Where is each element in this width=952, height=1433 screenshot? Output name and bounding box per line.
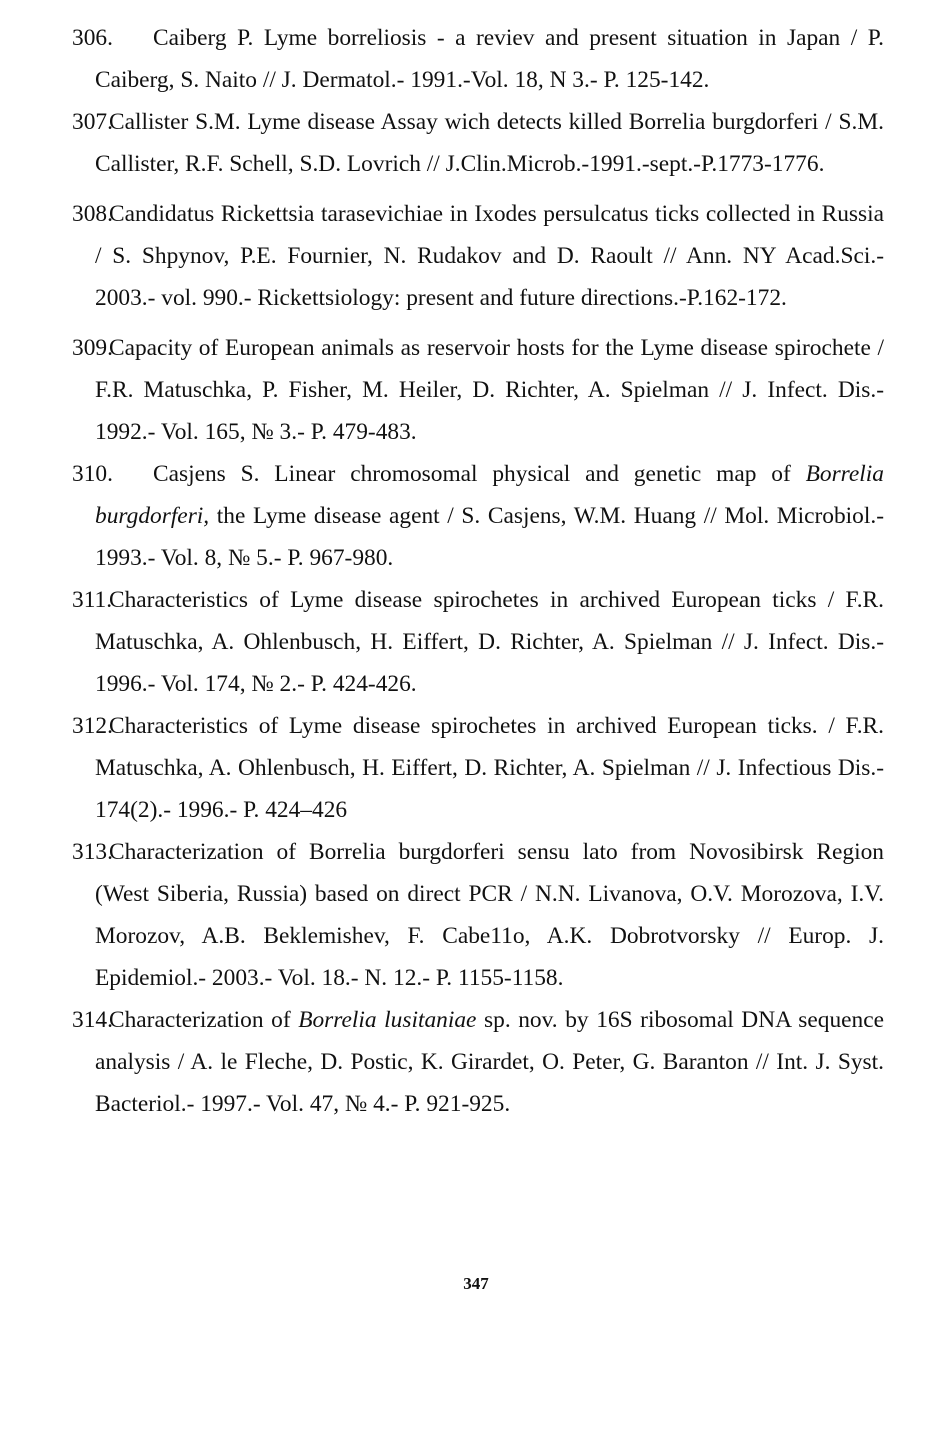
reference-number: 309. [72,335,113,361]
reference-list [72,17,884,1125]
reference-item-314 [72,999,884,1125]
reference-text: Characterization of [109,1007,299,1033]
reference-number: 311. [72,587,113,613]
reference-italic-species: Borrelia burgdorferi, [95,461,884,529]
reference-number: 307. [72,109,113,135]
page-number: 347 [463,1274,489,1293]
reference-number: 310. [72,461,113,487]
reference-item-311 [72,579,884,705]
reference-text: Caiberg P. Lyme borreliosis - a reviev and present situation in Japan / P. Caiberg, S. Naito // J. Dermatol.- 1991.-Vol. 18, N 3.- P. 125-142. [95,25,884,93]
reference-item-310 [72,453,884,579]
reference-number: 313. [72,839,113,865]
reference-item-308 [72,193,884,319]
reference-text: Characteristics of Lyme disease spirochetes in archived European ticks. / F.R. Matuschka, A. Ohlenbusch, H. Eiffert, D. Richter, A. Spielman // J. Infectious Dis.- 174(2).- 1996.- P. 424–426 [95,713,884,823]
reference-text: Candidatus Rickettsia tarasevichiae in Ixodes persulcatus ticks collected in Russia / S. Shpynov, P.E. Fournier, N. Rudakov and D. Raoult // Ann. NY Acad.Sci.- 2003.- vol. 990.- Rickettsiology: present and future directions.-P.162-172. [95,201,884,311]
reference-item-313 [72,831,884,999]
reference-number: 312. [72,713,113,739]
reference-text-continued: sp. nov. by 16S ribosomal DNA sequence analysis / A. le Fleche, D. Postic, K. Girardet, O. Peter, G. Baranton // Int. J. Syst. Bacteriol.- 1997.- Vol. 47, № 4.- P. 921-925. [95,1007,884,1117]
reference-item-307 [72,101,884,185]
reference-text: Casjens S. Linear chromosomal physical and genetic map of [153,461,806,487]
reference-number: 306. [72,25,113,51]
reference-item-312 [72,705,884,831]
reference-item-306 [72,17,884,101]
reference-number: 314. [72,1007,113,1033]
reference-item-309 [72,327,884,453]
reference-text: Capacity of European animals as reservoir hosts for the Lyme disease spirochete / F.R. Matuschka, P. Fisher, M. Heiler, D. Richter, A. Spielman // J. Infect. Dis.- 1992.- Vol. 165, № 3.- P. 479-483. [95,335,884,445]
reference-text-continued: the Lyme disease agent / S. Casjens, W.M. Huang // Mol. Microbiol.- 1993.- Vol. 8, № 5.- P. 967-980. [95,503,884,571]
reference-italic-species: Borrelia lusitaniae [298,1007,477,1033]
reference-text: Characteristics of Lyme disease spirochetes in archived European ticks / F.R. Matuschka, A. Ohlenbusch, H. Eiffert, D. Richter, A. Spielman // J. Infect. Dis.- 1996.- Vol. 174, № 2.- P. 424-426. [95,587,884,697]
reference-text: Callister S.M. Lyme disease Assay wich detects killed Borrelia burgdorferi / S.M. Callister, R.F. Schell, S.D. Lovrich // J.Clin.Microb.-1991.-sept.-P.1773-1776. [95,109,884,177]
reference-number: 308. [72,201,113,227]
reference-text: Characterization of Borrelia burgdorferi sensu lato from Novosibirsk Region (West Siberia, Russia) based on direct PCR / N.N. Livanova, O.V. Morozova, I.V. Morozov, A.B. Beklemishev, F. Cabe11o, A.K. Dobrotvorsky // Europ. J. Epidemiol.- 2003.- Vol. 18.- N. 12.- P. 1155-1158. [95,839,884,991]
